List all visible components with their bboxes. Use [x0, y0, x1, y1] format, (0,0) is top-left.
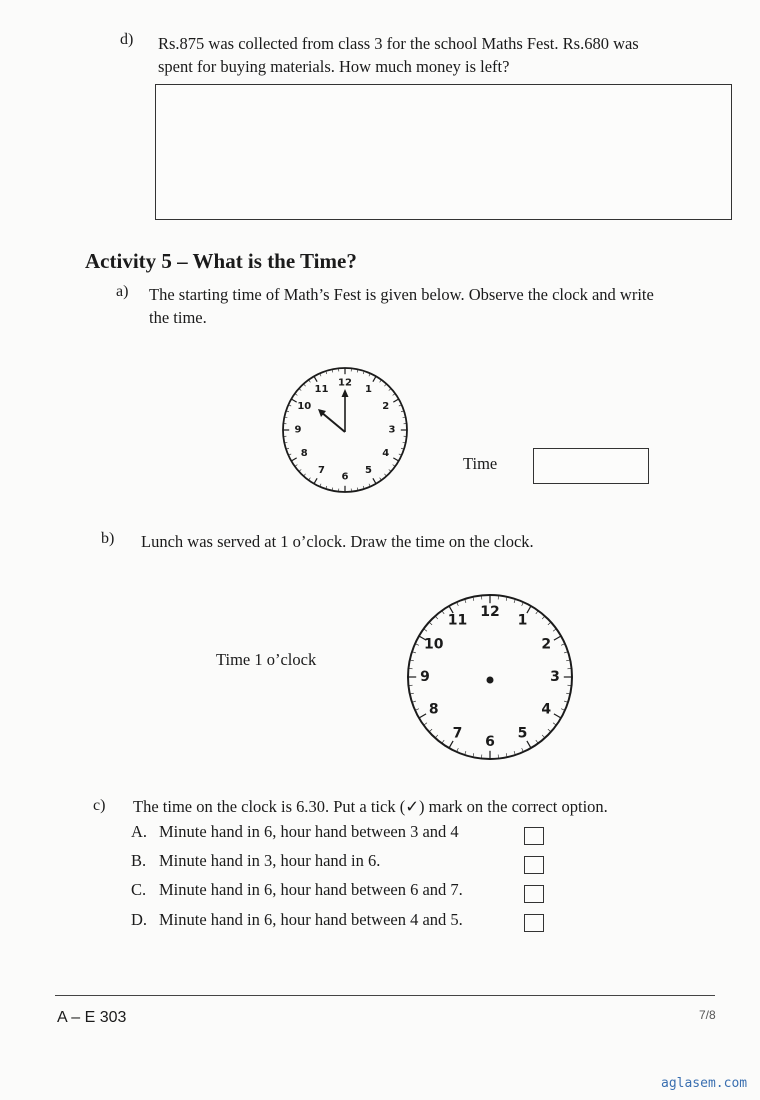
question-a-line1: The starting time of Math’s Fest is given below. Observe the clock and write — [149, 285, 654, 304]
option-d-text: Minute hand in 6, hour hand between 4 and 5. — [159, 910, 463, 929]
clock-number-3: 3 — [550, 669, 560, 685]
question-d-line2: spent for buying materials. How much money is left? — [158, 57, 510, 76]
clock-number-2: 2 — [382, 401, 390, 412]
time-caption-b: Time 1 o’clock — [216, 650, 317, 669]
watermark: aglasem.com — [661, 1076, 748, 1091]
clock-number-12: 12 — [480, 604, 500, 620]
option-c-text: Minute hand in 6, hour hand between 6 and 7. — [159, 880, 463, 899]
clock-tick — [553, 723, 556, 725]
clock-number-6: 6 — [341, 471, 349, 483]
clock-tick — [314, 478, 317, 483]
clock-tick — [304, 474, 306, 476]
footer-divider — [55, 995, 715, 996]
clock-a — [275, 362, 420, 497]
option-d — [131, 910, 463, 930]
clock-tick — [449, 741, 453, 748]
clock-number-10: 10 — [297, 401, 312, 412]
clock-tick — [304, 384, 306, 386]
clock-tick — [424, 629, 427, 631]
question-a-text — [149, 283, 739, 329]
question-d-label: d) — [120, 31, 134, 48]
clock-number-1: 1 — [517, 612, 528, 629]
option-a — [131, 822, 459, 842]
clock-tick — [548, 729, 551, 732]
option-c — [131, 880, 463, 900]
clock-tick — [393, 458, 398, 461]
clock-number-9: 9 — [420, 669, 430, 685]
clock-number-8: 8 — [300, 448, 308, 459]
option-c-letter: C. — [131, 880, 147, 899]
clock-tick — [536, 740, 538, 743]
clock-number-12: 12 — [338, 377, 352, 389]
clock-tick — [548, 622, 551, 625]
question-a-line2: the time. — [149, 308, 207, 327]
clock-tick — [554, 714, 561, 718]
clock-tick — [429, 729, 432, 732]
clock-a-hour-hand — [321, 412, 345, 432]
clock-number-4: 4 — [382, 448, 390, 459]
clock-tick — [373, 376, 376, 381]
clock-tick — [554, 636, 561, 640]
option-a-letter: A. — [131, 822, 148, 841]
clock-number-8: 8 — [428, 701, 439, 718]
footer-code: A – E 303 — [57, 1009, 127, 1026]
clock-tick — [435, 616, 438, 619]
clock-number-7: 7 — [318, 465, 325, 477]
clock-number-2: 2 — [541, 636, 552, 653]
clock-number-10: 10 — [423, 636, 444, 653]
clock-number-5: 5 — [365, 465, 372, 477]
clock-tick — [527, 606, 531, 613]
clock-tick — [536, 611, 538, 614]
clock-b[interactable] — [400, 592, 582, 774]
clock-number-4: 4 — [541, 701, 552, 718]
clock-tick — [442, 611, 444, 614]
clock-tick — [299, 389, 301, 391]
clock-tick — [419, 714, 426, 718]
clock-number-9: 9 — [294, 424, 302, 436]
option-a-checkbox[interactable] — [524, 827, 544, 845]
clock-number-6: 6 — [485, 734, 495, 750]
page-number: 7/8 — [699, 1008, 716, 1022]
time-answer-box-a[interactable] — [533, 448, 649, 484]
clock-tick — [299, 469, 301, 471]
question-d-text — [158, 32, 738, 78]
clock-tick — [442, 740, 444, 743]
option-b-letter: B. — [131, 851, 147, 870]
clock-tick — [389, 469, 391, 471]
time-label-a: Time — [463, 454, 498, 473]
clock-tick — [393, 399, 398, 402]
clock-tick — [542, 735, 545, 738]
option-b-text: Minute hand in 3, hour hand in 6. — [159, 851, 381, 870]
option-a-text: Minute hand in 6, hour hand between 3 and 4 — [159, 822, 459, 841]
clock-number-7: 7 — [452, 725, 463, 742]
question-c-text: The time on the clock is 6.30. Put a tick (✓) mark on the correct option. — [133, 797, 608, 816]
question-d-line1: Rs.875 was collected from class 3 for the school Maths Fest. Rs.680 was — [158, 34, 639, 53]
clock-tick — [314, 376, 317, 381]
option-d-checkbox[interactable] — [524, 914, 544, 932]
clock-tick — [429, 622, 432, 625]
clock-tick — [384, 474, 386, 476]
clock-tick — [373, 478, 376, 483]
clock-tick — [291, 458, 296, 461]
question-c-label: c) — [93, 797, 106, 814]
question-a-label: a) — [116, 283, 129, 300]
clock-a-minute-arrow — [342, 389, 349, 397]
option-c-checkbox[interactable] — [524, 885, 544, 903]
option-b-checkbox[interactable] — [524, 856, 544, 874]
question-b-text: Lunch was served at 1 o’clock. Draw the time on the clock. — [141, 532, 534, 551]
answer-box-d[interactable] — [155, 84, 732, 220]
clock-b-center — [487, 677, 494, 684]
clock-number-1: 1 — [365, 383, 372, 395]
clock-tick — [542, 616, 545, 619]
clock-tick — [424, 723, 427, 725]
clock-number-3: 3 — [388, 424, 396, 436]
clock-number-5: 5 — [517, 725, 528, 742]
clock-number-11: 11 — [447, 612, 468, 629]
clock-tick — [384, 384, 386, 386]
option-d-letter: D. — [131, 910, 148, 929]
question-b-label: b) — [101, 530, 115, 547]
clock-tick — [553, 629, 556, 631]
option-b — [131, 851, 380, 871]
clock-tick — [389, 389, 391, 391]
clock-tick — [527, 741, 531, 748]
clock-tick — [435, 735, 438, 738]
activity-heading: Activity 5 – What is the Time? — [85, 249, 357, 273]
clock-number-11: 11 — [314, 383, 329, 395]
clock-tick — [291, 399, 296, 402]
